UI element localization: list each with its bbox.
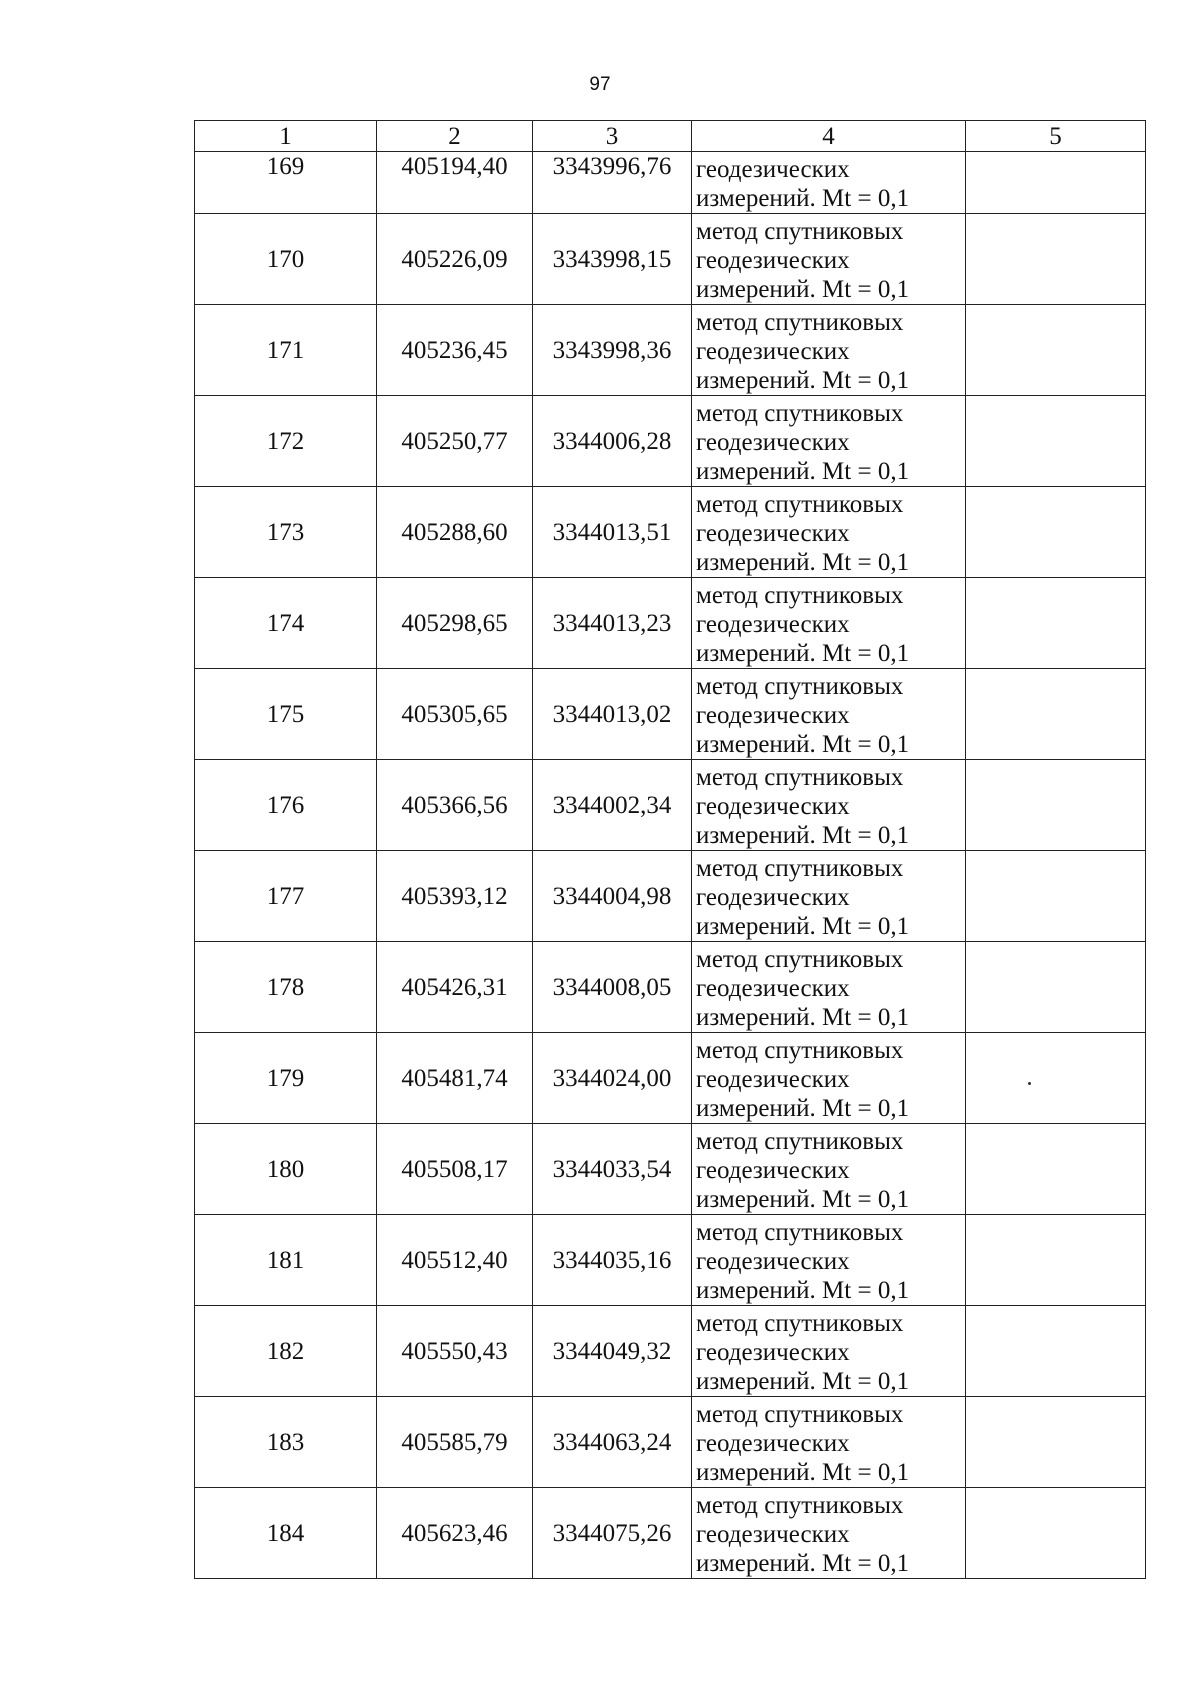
x-coordinate-cell: 405366,56: [377, 760, 533, 851]
method-cell: [692, 1124, 966, 1215]
x-coordinate-cell: 405305,65: [377, 669, 533, 760]
y-coordinate-cell: 3344024,00: [533, 1033, 692, 1124]
method-cell: [692, 578, 966, 669]
note-cell: [966, 152, 1146, 214]
page-number: 97: [589, 74, 611, 95]
table-row: [195, 396, 1146, 487]
method-cell: [692, 1215, 966, 1306]
method-line: геодезических: [696, 975, 850, 1002]
x-coordinate-cell: 405298,65: [377, 578, 533, 669]
note-cell: [966, 305, 1146, 396]
point-number-cell: 173: [195, 487, 377, 578]
table-row: [195, 1215, 1146, 1306]
method-line: измерений. Mt = 0,1: [696, 185, 910, 212]
y-coordinate-cell: 3344075,26: [533, 1488, 692, 1579]
table-row: [195, 578, 1146, 669]
method-line: геодезических: [696, 1157, 850, 1184]
point-number-cell: 182: [195, 1306, 377, 1397]
method-line: геодезических: [696, 793, 850, 820]
method-cell: [692, 487, 966, 578]
note-cell: [966, 1306, 1146, 1397]
note-cell: [966, 1488, 1146, 1579]
table-row: [195, 152, 1146, 214]
coordinates-table: [194, 120, 1146, 1579]
method-line: измерений. Mt = 0,1: [696, 913, 910, 940]
point-number-cell: 184: [195, 1488, 377, 1579]
table-row: [195, 487, 1146, 578]
header-col-3: 3: [533, 121, 692, 152]
method-line: измерений. Mt = 0,1: [696, 1277, 910, 1304]
method-line: геодезических: [696, 247, 850, 274]
method-line: геодезических: [696, 884, 850, 911]
method-line: измерений. Mt = 0,1: [696, 1368, 910, 1395]
point-number-cell: 169: [195, 152, 377, 214]
method-line: измерений. Mt = 0,1: [696, 731, 910, 758]
method-cell: [692, 396, 966, 487]
method-line: геодезических: [696, 1521, 850, 1548]
y-coordinate-cell: 3344004,98: [533, 851, 692, 942]
note-cell: [966, 396, 1146, 487]
y-coordinate-cell: 3344049,32: [533, 1306, 692, 1397]
point-number-cell: 171: [195, 305, 377, 396]
method-cell: [692, 1488, 966, 1579]
x-coordinate-cell: 405226,09: [377, 214, 533, 305]
stray-mark: [1028, 1082, 1031, 1085]
method-line: геодезических: [696, 338, 850, 365]
method-line: геодезических: [696, 1066, 850, 1093]
note-cell: [966, 214, 1146, 305]
y-coordinate-cell: 3343998,36: [533, 305, 692, 396]
method-line: метод спутниковых: [696, 582, 904, 609]
x-coordinate-cell: 405585,79: [377, 1397, 533, 1488]
method-line: геодезических: [696, 1248, 850, 1275]
method-cell: [692, 152, 966, 214]
method-cell: [692, 1397, 966, 1488]
method-line: геодезических: [696, 520, 850, 547]
note-cell: [966, 578, 1146, 669]
x-coordinate-cell: 405623,46: [377, 1488, 533, 1579]
method-line: измерений. Mt = 0,1: [696, 1095, 910, 1122]
method-cell: [692, 942, 966, 1033]
method-cell: [692, 669, 966, 760]
note-cell: [966, 1033, 1146, 1124]
method-cell: [692, 1306, 966, 1397]
note-cell: [966, 942, 1146, 1033]
y-coordinate-cell: 3344013,23: [533, 578, 692, 669]
method-line: геодезических: [696, 1339, 850, 1366]
point-number-cell: 183: [195, 1397, 377, 1488]
point-number-cell: 178: [195, 942, 377, 1033]
table-row: [195, 1033, 1146, 1124]
note-cell: [966, 669, 1146, 760]
method-line: метод спутниковых: [696, 1037, 904, 1064]
method-line: метод спутниковых: [696, 218, 904, 245]
y-coordinate-cell: 3344013,51: [533, 487, 692, 578]
method-line: измерений. Mt = 0,1: [696, 276, 910, 303]
x-coordinate-cell: 405194,40: [377, 152, 533, 214]
y-coordinate-cell: 3344033,54: [533, 1124, 692, 1215]
method-line: геодезических: [696, 429, 850, 456]
method-cell: [692, 760, 966, 851]
method-line: метод спутниковых: [696, 673, 904, 700]
x-coordinate-cell: 405250,77: [377, 396, 533, 487]
header-col-5: 5: [966, 121, 1146, 152]
method-line: метод спутниковых: [696, 764, 904, 791]
point-number-cell: 174: [195, 578, 377, 669]
x-coordinate-cell: 405508,17: [377, 1124, 533, 1215]
header-col-4: 4: [692, 121, 966, 152]
point-number-cell: 175: [195, 669, 377, 760]
method-line: метод спутниковых: [696, 309, 904, 336]
method-cell: [692, 1033, 966, 1124]
table-row: [195, 305, 1146, 396]
method-line: метод спутниковых: [696, 491, 904, 518]
table-row: [195, 942, 1146, 1033]
y-coordinate-cell: 3344006,28: [533, 396, 692, 487]
note-cell: [966, 851, 1146, 942]
table-row: [195, 214, 1146, 305]
note-cell: [966, 487, 1146, 578]
point-number-cell: 177: [195, 851, 377, 942]
y-coordinate-cell: 3344035,16: [533, 1215, 692, 1306]
x-coordinate-cell: 405481,74: [377, 1033, 533, 1124]
header-col-1: 1: [195, 121, 377, 152]
note-cell: [966, 1397, 1146, 1488]
method-cell: [692, 305, 966, 396]
point-number-cell: 179: [195, 1033, 377, 1124]
x-coordinate-cell: 405512,40: [377, 1215, 533, 1306]
table-row: [195, 1397, 1146, 1488]
point-number-cell: 170: [195, 214, 377, 305]
method-cell: [692, 214, 966, 305]
method-line: геодезических: [696, 156, 850, 183]
method-line: измерений. Mt = 0,1: [696, 1004, 910, 1031]
point-number-cell: 172: [195, 396, 377, 487]
header-row: [195, 121, 1146, 152]
method-line: метод спутниковых: [696, 1492, 904, 1519]
method-line: геодезических: [696, 702, 850, 729]
method-line: метод спутниковых: [696, 1128, 904, 1155]
table-row: [195, 1488, 1146, 1579]
method-line: метод спутниковых: [696, 855, 904, 882]
x-coordinate-cell: 405393,12: [377, 851, 533, 942]
table-row: [195, 669, 1146, 760]
table-row: [195, 1306, 1146, 1397]
method-line: измерений. Mt = 0,1: [696, 458, 910, 485]
method-line: измерений. Mt = 0,1: [696, 367, 910, 394]
method-line: геодезических: [696, 611, 850, 638]
method-line: измерений. Mt = 0,1: [696, 1459, 910, 1486]
method-line: метод спутниковых: [696, 1219, 904, 1246]
method-line: измерений. Mt = 0,1: [696, 549, 910, 576]
y-coordinate-cell: 3343996,76: [533, 152, 692, 214]
header-col-2: 2: [377, 121, 533, 152]
table-row: [195, 1124, 1146, 1215]
y-coordinate-cell: 3344063,24: [533, 1397, 692, 1488]
y-coordinate-cell: 3344013,02: [533, 669, 692, 760]
note-cell: [966, 760, 1146, 851]
method-line: метод спутниковых: [696, 1310, 904, 1337]
y-coordinate-cell: 3344008,05: [533, 942, 692, 1033]
y-coordinate-cell: 3344002,34: [533, 760, 692, 851]
table-row: [195, 851, 1146, 942]
point-number-cell: 176: [195, 760, 377, 851]
y-coordinate-cell: 3343998,15: [533, 214, 692, 305]
x-coordinate-cell: 405236,45: [377, 305, 533, 396]
method-line: геодезических: [696, 1430, 850, 1457]
method-line: измерений. Mt = 0,1: [696, 640, 910, 667]
table-row: [195, 760, 1146, 851]
method-line: метод спутниковых: [696, 946, 904, 973]
method-line: измерений. Mt = 0,1: [696, 1186, 910, 1213]
method-line: измерений. Mt = 0,1: [696, 1550, 910, 1577]
method-line: метод спутниковых: [696, 1401, 904, 1428]
table-body: [195, 152, 1146, 1579]
x-coordinate-cell: 405426,31: [377, 942, 533, 1033]
note-cell: [966, 1124, 1146, 1215]
note-cell: [966, 1215, 1146, 1306]
point-number-cell: 180: [195, 1124, 377, 1215]
method-line: метод спутниковых: [696, 400, 904, 427]
table-header: [195, 121, 1146, 152]
x-coordinate-cell: 405288,60: [377, 487, 533, 578]
point-number-cell: 181: [195, 1215, 377, 1306]
method-cell: [692, 851, 966, 942]
x-coordinate-cell: 405550,43: [377, 1306, 533, 1397]
method-line: измерений. Mt = 0,1: [696, 822, 910, 849]
